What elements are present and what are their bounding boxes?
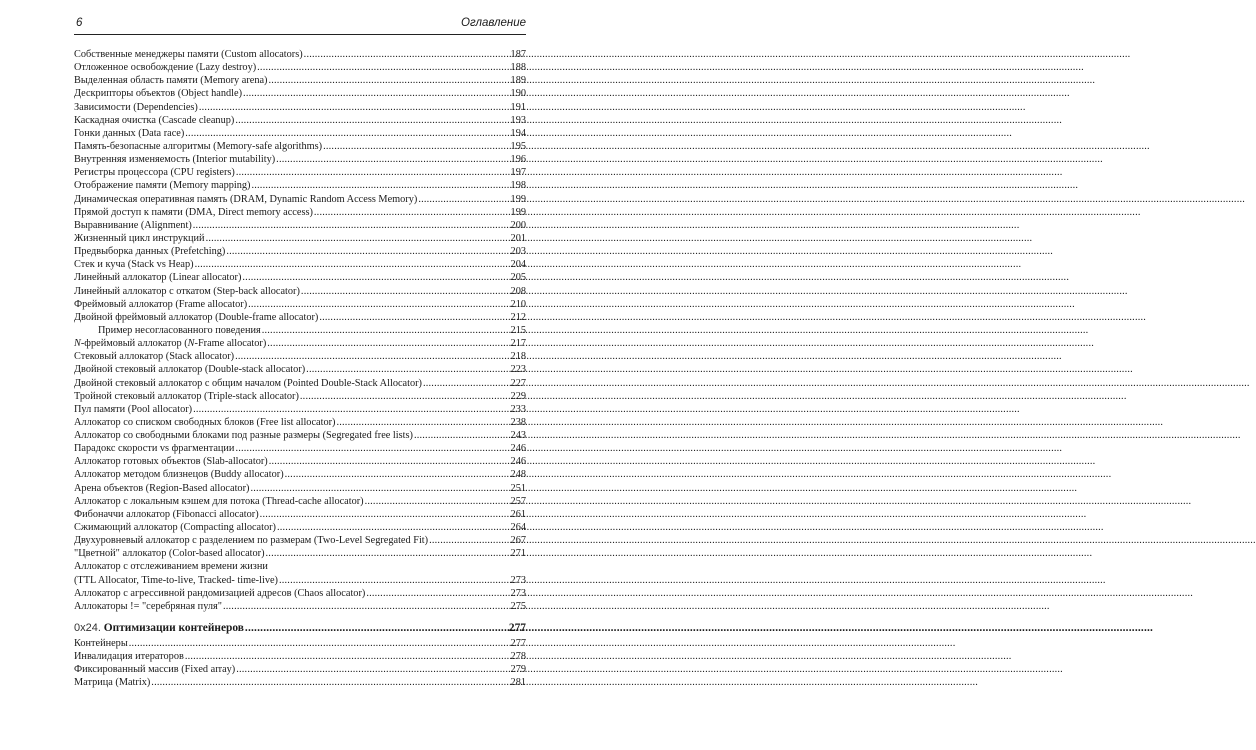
toc-page: 212 xyxy=(510,311,526,323)
leader-dots xyxy=(195,258,510,271)
leader-dots xyxy=(248,298,509,311)
toc-entry[interactable]: Аллокатор с локальным кэшем для потока (Thread-cache allocator) ..... 257 xyxy=(74,495,526,508)
toc-entry[interactable]: Каскадная очистка (Cascade cleanup) ..... 193 xyxy=(74,114,526,127)
toc-page: 208 xyxy=(510,285,526,297)
toc-page: 199 xyxy=(510,206,526,218)
toc-page: 271 xyxy=(510,548,526,560)
leader-dots xyxy=(245,620,508,637)
toc-entry[interactable]: Двухуровневый аллокатор с разделением по размерам (Two-Level Segregated Fit) ..... 267 xyxy=(74,534,526,547)
toc-entry[interactable]: Стек и куча (Stack vs Heap) ..... 204 xyxy=(74,258,526,271)
toc-page: 261 xyxy=(510,508,526,520)
toc-entry[interactable]: Двойной стековый аллокатор (Double-stack allocator) ..... 223 xyxy=(74,363,526,376)
toc-page: 279 xyxy=(510,664,526,676)
toc-page: 223 xyxy=(510,364,526,376)
toc-page: 204 xyxy=(510,259,526,271)
toc-page: 238 xyxy=(510,416,526,428)
toc-entry[interactable]: Аллокатор с агрессивной рандомизацией адресов (Chaos allocator) ..... 273 xyxy=(74,587,526,600)
leader-dots xyxy=(304,48,510,61)
leader-dots xyxy=(319,311,509,324)
toc-entry[interactable]: Контейнеры ..... 277 xyxy=(74,637,526,650)
leader-dots xyxy=(257,61,509,74)
leader-dots xyxy=(151,676,509,689)
leader-dots xyxy=(223,600,510,613)
leader-dots xyxy=(242,271,509,284)
toc-entry[interactable]: Внутренняя изменяемость (Interior mutability) ..... 196 xyxy=(74,153,526,166)
leader-dots xyxy=(276,153,509,166)
toc-entry[interactable]: Аллокатор со свободными блоками под разные размеры (Segregated free lists) ..... 243 xyxy=(74,429,526,442)
toc-page: 201 xyxy=(510,232,526,244)
book-page xyxy=(0,0,600,750)
toc-page: 191 xyxy=(510,101,526,113)
toc-entry[interactable]: Фибоначчи аллокатор (Fibonacci allocator) ..... 261 xyxy=(74,508,526,521)
toc-entry[interactable]: Инвалидация итераторов ..... 278 xyxy=(74,650,526,663)
toc-page: 267 xyxy=(510,535,526,547)
leader-dots xyxy=(235,114,509,127)
leader-dots xyxy=(414,429,510,442)
leader-dots xyxy=(250,482,509,495)
leader-dots xyxy=(193,219,510,232)
toc-page: 275 xyxy=(510,600,526,612)
leader-dots xyxy=(301,285,510,298)
toc-page: 197 xyxy=(510,167,526,179)
toc-page: 199 xyxy=(510,193,526,205)
toc-page: 210 xyxy=(510,298,526,310)
toc-page: 229 xyxy=(510,390,526,402)
leader-dots xyxy=(193,403,509,416)
toc-page: 257 xyxy=(510,495,526,507)
toc-entry[interactable]: Зависимости (Dependencies) ..... 191 xyxy=(74,101,526,114)
toc-entry[interactable]: Фреймовый аллокатор (Frame allocator) ..... 210 xyxy=(74,298,526,311)
toc-page: 277 xyxy=(510,638,526,650)
toc-entry[interactable]: Выделенная область памяти (Memory arena) ..... 189 xyxy=(74,74,526,87)
toc-page: 281 xyxy=(510,677,526,689)
toc-entry[interactable]: Отложенное освобождение (Lazy destroy) ..... 188 xyxy=(74,61,526,74)
leader-dots xyxy=(300,390,510,403)
table-of-contents xyxy=(74,48,526,690)
toc-page: 243 xyxy=(510,430,526,442)
leader-dots xyxy=(306,363,509,376)
toc-page: 248 xyxy=(510,469,526,481)
leader-dots xyxy=(129,637,510,650)
running-header xyxy=(74,14,526,35)
toc-page: 217 xyxy=(510,338,526,350)
leader-dots xyxy=(185,127,509,140)
toc-page: 190 xyxy=(510,88,526,100)
leader-dots xyxy=(269,455,510,468)
toc-entry[interactable]: Прямой доступ к памяти (DMA, Direct memory access) ..... 199 xyxy=(74,206,526,219)
leader-dots xyxy=(418,193,509,206)
toc-page: 273 xyxy=(510,587,526,599)
toc-page: 251 xyxy=(510,482,526,494)
toc-entry[interactable]: Аллокатор со списком свободных блоков (Free list allocator) ..... 238 xyxy=(74,416,526,429)
toc-entry[interactable]: Фиксированный массив (Fixed array) ..... 279 xyxy=(74,663,526,676)
leader-dots xyxy=(365,495,510,508)
toc-entry[interactable]: Аллокаторы != "серебряная пуля" ..... 275 xyxy=(74,600,526,613)
chapter-number: 0x24. xyxy=(74,622,101,635)
leader-dots xyxy=(285,468,510,481)
toc-entry[interactable]: Память-безопасные алгоритмы (Memory-safe algorithms) ..... 195 xyxy=(74,140,526,153)
toc-page: 205 xyxy=(510,272,526,284)
leader-dots xyxy=(226,245,509,258)
toc-entry[interactable]: Жизненный цикл инструкций ..... 201 xyxy=(74,232,526,245)
toc-entry[interactable]: Динамическая оперативная память (DRAM, Dynamic Random Access Memory) ..... 199 xyxy=(74,193,526,206)
leader-dots xyxy=(336,416,509,429)
leader-dots xyxy=(279,574,510,587)
leader-dots xyxy=(251,179,509,192)
leader-dots xyxy=(268,74,509,87)
page-number: 6 xyxy=(76,17,83,29)
running-title: Оглавление xyxy=(461,17,526,29)
leader-dots xyxy=(185,650,510,663)
toc-page: 246 xyxy=(510,443,526,455)
section-gap xyxy=(74,613,526,620)
toc-page: 215 xyxy=(510,324,526,336)
toc-entry[interactable]: (TTL Allocator, Time-to-live, Tracked- time-live) ..... 273 xyxy=(74,574,526,587)
toc-page: 273 xyxy=(510,574,526,586)
toc-page: 278 xyxy=(510,651,526,663)
toc-page: 233 xyxy=(510,403,526,415)
toc-entry[interactable]: Линейный аллокатор (Linear allocator) ..... 205 xyxy=(74,271,526,284)
toc-entry[interactable]: Предвыборка данных (Prefetching) ..... 203 xyxy=(74,245,526,258)
toc-page: 218 xyxy=(510,351,526,363)
toc-page: 246 xyxy=(510,456,526,468)
toc-entry[interactable]: Парадокс скорости vs фрагментации ..... 246 xyxy=(74,442,526,455)
toc-entry[interactable]: Пул памяти (Pool allocator) ..... 233 xyxy=(74,403,526,416)
toc-entry[interactable]: "Цветной" аллокатор (Color-based allocator) ..... 271 xyxy=(74,547,526,560)
leader-dots xyxy=(323,140,509,153)
toc-entry[interactable]: Арена объектов (Region-Based allocator) ..... 251 xyxy=(74,482,526,495)
toc-chapter[interactable] xyxy=(74,620,526,637)
toc-entry[interactable]: Аллокатор методом близнецов (Buddy allocator) ..... 248 xyxy=(74,469,526,482)
toc-entry[interactable]: Дескрипторы объектов (Object handle) ..... 190 xyxy=(74,87,526,100)
leader-dots xyxy=(429,534,509,547)
toc-page: 195 xyxy=(510,140,526,152)
toc-page: 187 xyxy=(510,48,526,60)
toc-page: 196 xyxy=(510,154,526,166)
toc-entry[interactable]: Линейный аллокатор с откатом (Step-back allocator) ..... 208 xyxy=(74,285,526,298)
toc-page: 227 xyxy=(510,377,526,389)
toc-page: 189 xyxy=(510,75,526,87)
toc-page: 198 xyxy=(510,180,526,192)
leader-dots xyxy=(267,337,509,350)
toc-entry[interactable]: Матрица (Matrix) ..... 281 xyxy=(74,676,526,689)
toc-entry-line1[interactable]: Аллокатор с отслеживанием времени жизни xyxy=(74,561,268,573)
leader-dots xyxy=(366,587,509,600)
toc-entry[interactable]: Двойной стековый аллокатор с общим началом (Pointed Double-Stack Allocator) ..... 227 xyxy=(74,377,526,390)
toc-entry[interactable]: Аллокатор готовых объектов (Slab-allocator) ..... 246 xyxy=(74,455,526,468)
leader-dots xyxy=(206,232,510,245)
toc-entry[interactable]: Сжимающий аллокатор (Compacting allocator) ..... 264 xyxy=(74,521,526,534)
toc-page: 193 xyxy=(510,114,526,126)
toc-entry[interactable]: Отображение памяти (Memory mapping) ..... 198 xyxy=(74,179,526,192)
toc-entry[interactable]: Стековый аллокатор (Stack allocator) ..... 218 xyxy=(74,350,526,363)
toc-entry[interactable]: Выравнивание (Alignment) ..... 200 xyxy=(74,219,526,232)
leader-dots xyxy=(423,377,510,390)
toc-entry[interactable]: Регистры процессора (CPU registers) ..... 197 xyxy=(74,166,526,179)
toc-entry[interactable]: Двойной фреймовый аллокатор (Double-frame allocator) ..... 212 xyxy=(74,311,526,324)
toc-page: 194 xyxy=(510,127,526,139)
leader-dots xyxy=(314,206,510,219)
leader-dots xyxy=(236,166,510,179)
leader-dots xyxy=(235,442,509,455)
toc-entry[interactable]: Гонки данных (Data race) ..... 194 xyxy=(74,127,526,140)
toc-entry[interactable]: N-фреймовый аллокатор (N-Frame allocator) ..... 217 xyxy=(74,337,526,350)
leader-dots xyxy=(266,547,510,560)
leader-dots xyxy=(235,350,509,363)
toc-page: 203 xyxy=(510,246,526,258)
toc-entry[interactable]: Тройной стековый аллокатор (Triple-stack allocator) ..... 229 xyxy=(74,390,526,403)
chapter-page: 277 xyxy=(508,622,526,635)
leader-dots xyxy=(277,521,510,534)
leader-dots xyxy=(199,101,510,114)
leader-dots xyxy=(262,324,510,337)
toc-page: 188 xyxy=(510,62,526,74)
toc-subentry[interactable]: Пример несогласованного поведения ..... 215 xyxy=(74,324,526,337)
leader-dots xyxy=(236,663,509,676)
toc-page: 264 xyxy=(510,522,526,534)
chapter-title: Оптимизации контейнеров xyxy=(103,622,244,635)
toc-page: 200 xyxy=(510,219,526,231)
leader-dots xyxy=(243,87,510,100)
toc-entry[interactable]: Собственные менеджеры памяти (Custom allocators) ..... 187 xyxy=(74,48,526,61)
leader-dots xyxy=(260,508,510,521)
